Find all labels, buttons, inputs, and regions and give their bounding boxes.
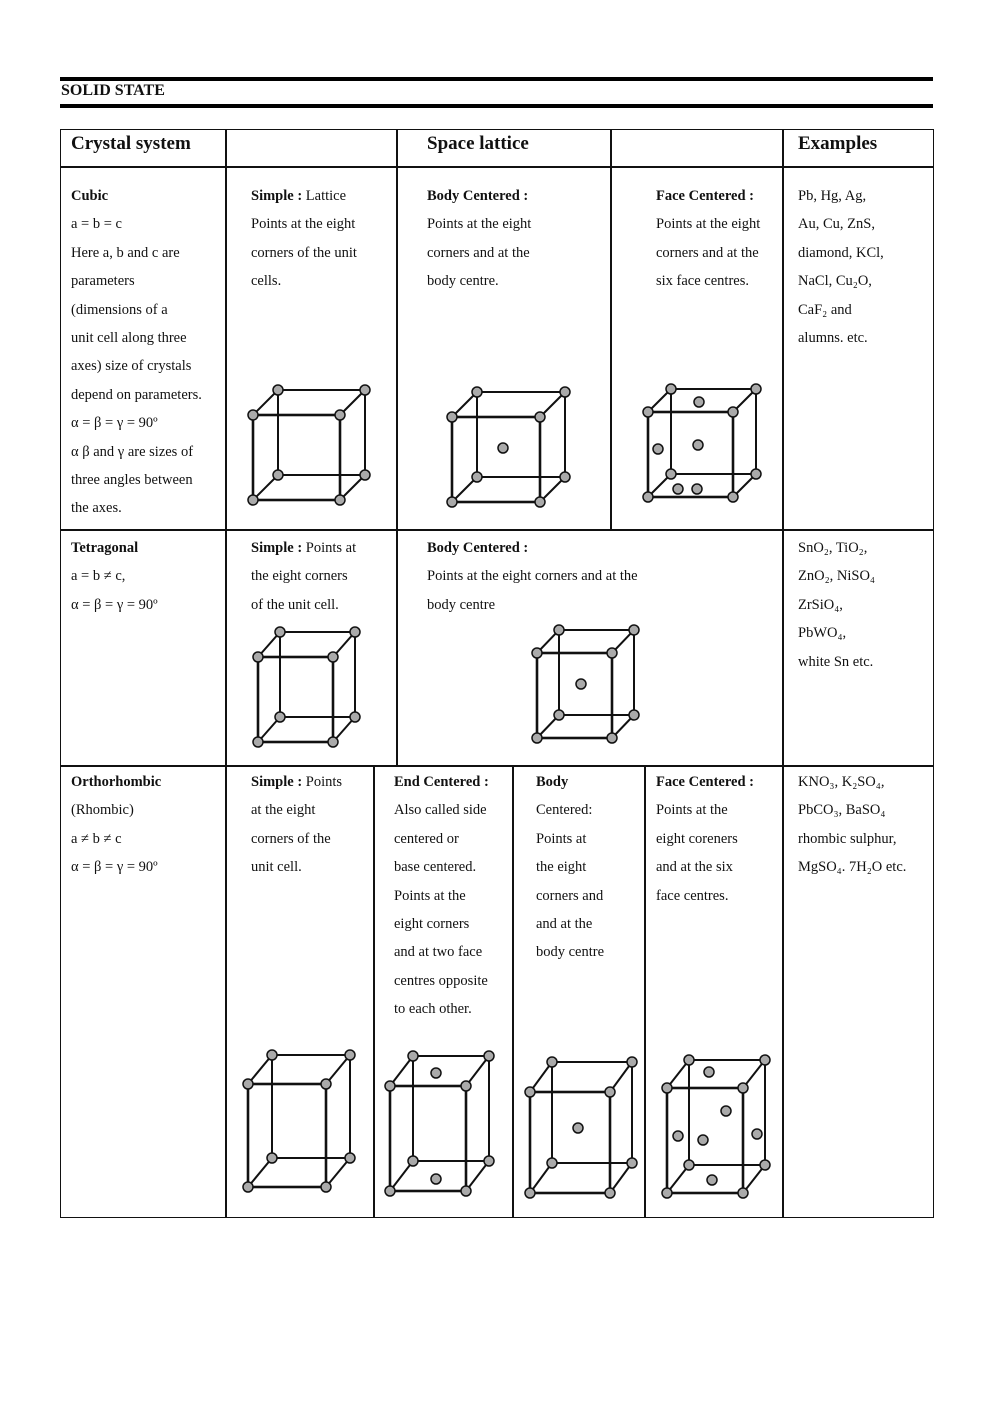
- cell-heading: Body Centered :: [427, 540, 529, 556]
- cell-line: body centre: [427, 596, 496, 613]
- cell-heading-line: [394, 768, 489, 796]
- cell-heading-line: [251, 534, 356, 562]
- cell-heading-line: [71, 768, 161, 796]
- crystal-system-header: Crystal system: [71, 133, 191, 154]
- cell-line: SnO₂, TiO₂,: [798, 540, 868, 556]
- cell-heading: Face Centered :: [656, 188, 754, 204]
- cell-line: and at two face: [394, 944, 483, 961]
- cell-line: unit cell along three: [71, 330, 187, 347]
- cell-line: Points at the: [656, 802, 728, 819]
- cell-text: Points: [302, 774, 343, 790]
- cell-line: α = β = γ = 90º: [71, 596, 158, 613]
- cell-line: corners of the unit: [251, 244, 357, 261]
- cell-line: the axes.: [71, 500, 122, 517]
- cell-text: Lattice: [302, 188, 347, 204]
- cell-heading-line: [656, 768, 754, 796]
- cell-line: corners of the: [251, 830, 331, 847]
- cell-text: Points at: [302, 540, 357, 556]
- cell-line: three angles between: [71, 472, 193, 489]
- cell-line: six face centres.: [656, 273, 749, 290]
- cell-heading-line: [656, 182, 760, 210]
- cell-line: white Sn etc.: [798, 653, 874, 670]
- cell-line: face centres.: [656, 887, 729, 904]
- cell-line: MgSO₄. 7H₂O etc.: [798, 859, 907, 876]
- cell-line: eight coreners: [656, 830, 738, 847]
- cell-line: PbWO₄,: [798, 625, 847, 642]
- cell-line: (dimensions of a: [71, 301, 168, 318]
- cell-line: Points at the eight corners and at the: [427, 568, 638, 585]
- cell-line: CaF₂ and: [798, 301, 852, 318]
- cell-line: diamond, KCl,: [798, 244, 884, 261]
- cell-heading: Simple :: [251, 188, 303, 204]
- cell-heading-line: [427, 534, 638, 562]
- cell-line: Points at the eight: [656, 216, 761, 233]
- cell-line: the eight: [536, 859, 587, 876]
- cell-heading-line: [427, 182, 531, 210]
- cell-line: the eight corners: [251, 568, 348, 585]
- lattice-body-centered-description: [536, 768, 604, 967]
- header-blank-1: [225, 129, 398, 168]
- cell-heading: End Centered :: [394, 774, 489, 790]
- examples-list: [798, 534, 875, 676]
- cell-line: Also called side: [394, 802, 487, 819]
- lattice-simple-description: [251, 534, 356, 619]
- cell-line: Au, Cu, ZnS,: [798, 216, 875, 233]
- cell-line: corners and: [536, 887, 604, 904]
- examples-list: [798, 182, 884, 352]
- cell-line: a ≠ b ≠ c: [71, 830, 122, 847]
- cell-heading-line: [251, 768, 342, 796]
- cell-line: a = b ≠ c,: [71, 568, 126, 585]
- cell-heading-line: [251, 182, 357, 210]
- lattice-simple-description: [251, 182, 357, 296]
- header-blank-2: [610, 129, 784, 168]
- lattice-face-centered-description: [656, 768, 754, 910]
- cell-line: Centered:: [536, 802, 593, 819]
- cell-line: axes) size of crystals: [71, 358, 192, 375]
- cell-heading: Tetragonal: [71, 540, 139, 556]
- crystal-system-cubic: [71, 182, 202, 523]
- cell-line: body centre: [536, 944, 605, 961]
- cell-line: Points at the: [394, 887, 466, 904]
- cell-line: centered or: [394, 830, 459, 847]
- cell-line: and at the: [536, 916, 593, 933]
- page-title: SOLID STATE: [61, 82, 165, 99]
- cell-line: base centered.: [394, 859, 477, 876]
- lattice-face-centered-description: [656, 182, 760, 296]
- cell-line: NaCl, Cu₂O,: [798, 273, 872, 290]
- cell-line: rhombic sulphur,: [798, 830, 897, 847]
- space-lattice-header: Space lattice: [427, 133, 529, 154]
- cell-line: Points at the eight: [427, 216, 532, 233]
- crystal-system-orthorhombic: [71, 768, 161, 882]
- cell-line: corners and at the: [427, 244, 530, 261]
- lattice-end-centered-description: [394, 768, 489, 1024]
- cell-line: alumns. etc.: [798, 330, 868, 347]
- cell-line: ZrSiO₄,: [798, 596, 843, 613]
- lattice-simple-description: [251, 768, 342, 882]
- cell-heading: Cubic: [71, 188, 109, 204]
- cell-heading: Simple :: [251, 774, 303, 790]
- cell-heading: Orthorhombic: [71, 774, 162, 790]
- cell-line: of the unit cell.: [251, 596, 339, 613]
- cell-line: PbCO₃, BaSO₄: [798, 802, 886, 819]
- cell-line: unit cell.: [251, 859, 302, 876]
- lattice-body-centered-description: [427, 182, 531, 296]
- crystal-system-tetragonal: [71, 534, 158, 619]
- cell-line: body centre.: [427, 273, 499, 290]
- cell-line: cells.: [251, 273, 282, 290]
- cell-heading-line: [71, 182, 202, 210]
- cell-line: at the eight: [251, 802, 316, 819]
- bottom-rule: [60, 104, 933, 108]
- cell-line: Points at: [536, 830, 587, 847]
- cell-line: KNO₃, K₂SO₄,: [798, 774, 885, 790]
- cell-line: Points at the eight: [251, 216, 356, 233]
- cell-line: Pb, Hg, Ag,: [798, 188, 867, 204]
- cell-heading: Face Centered :: [656, 774, 754, 790]
- top-rule: [60, 77, 933, 81]
- cell-line: ZnO₂, NiSO₄: [798, 568, 875, 585]
- cell-heading-line: [536, 768, 604, 796]
- examples-list: [798, 768, 906, 882]
- cell-heading: Simple :: [251, 540, 303, 556]
- cell-line: eight corners: [394, 916, 470, 933]
- cell-line: α β and γ are sizes of: [71, 443, 194, 460]
- lattice-body-centered-description: [427, 534, 638, 619]
- cell-line: corners and at the: [656, 244, 759, 261]
- cell-line: to each other.: [394, 1001, 472, 1018]
- cell-line: α = β = γ = 90º: [71, 859, 158, 876]
- cell-line: parameters: [71, 273, 135, 290]
- cell-heading: Body Centered :: [427, 188, 529, 204]
- cell-line: Here a, b and c are: [71, 244, 180, 261]
- cell-line: a = b = c: [71, 216, 122, 233]
- cell-line: α = β = γ = 90º: [71, 415, 158, 432]
- cell-line: (Rhombic): [71, 802, 134, 819]
- cell-line: centres opposite: [394, 972, 488, 989]
- examples-header: Examples: [798, 133, 878, 154]
- cell-line: depend on parameters.: [71, 386, 202, 403]
- cell-line: and at the six: [656, 859, 733, 876]
- cell-heading-line: [71, 534, 158, 562]
- cell-heading: Body: [536, 774, 569, 790]
